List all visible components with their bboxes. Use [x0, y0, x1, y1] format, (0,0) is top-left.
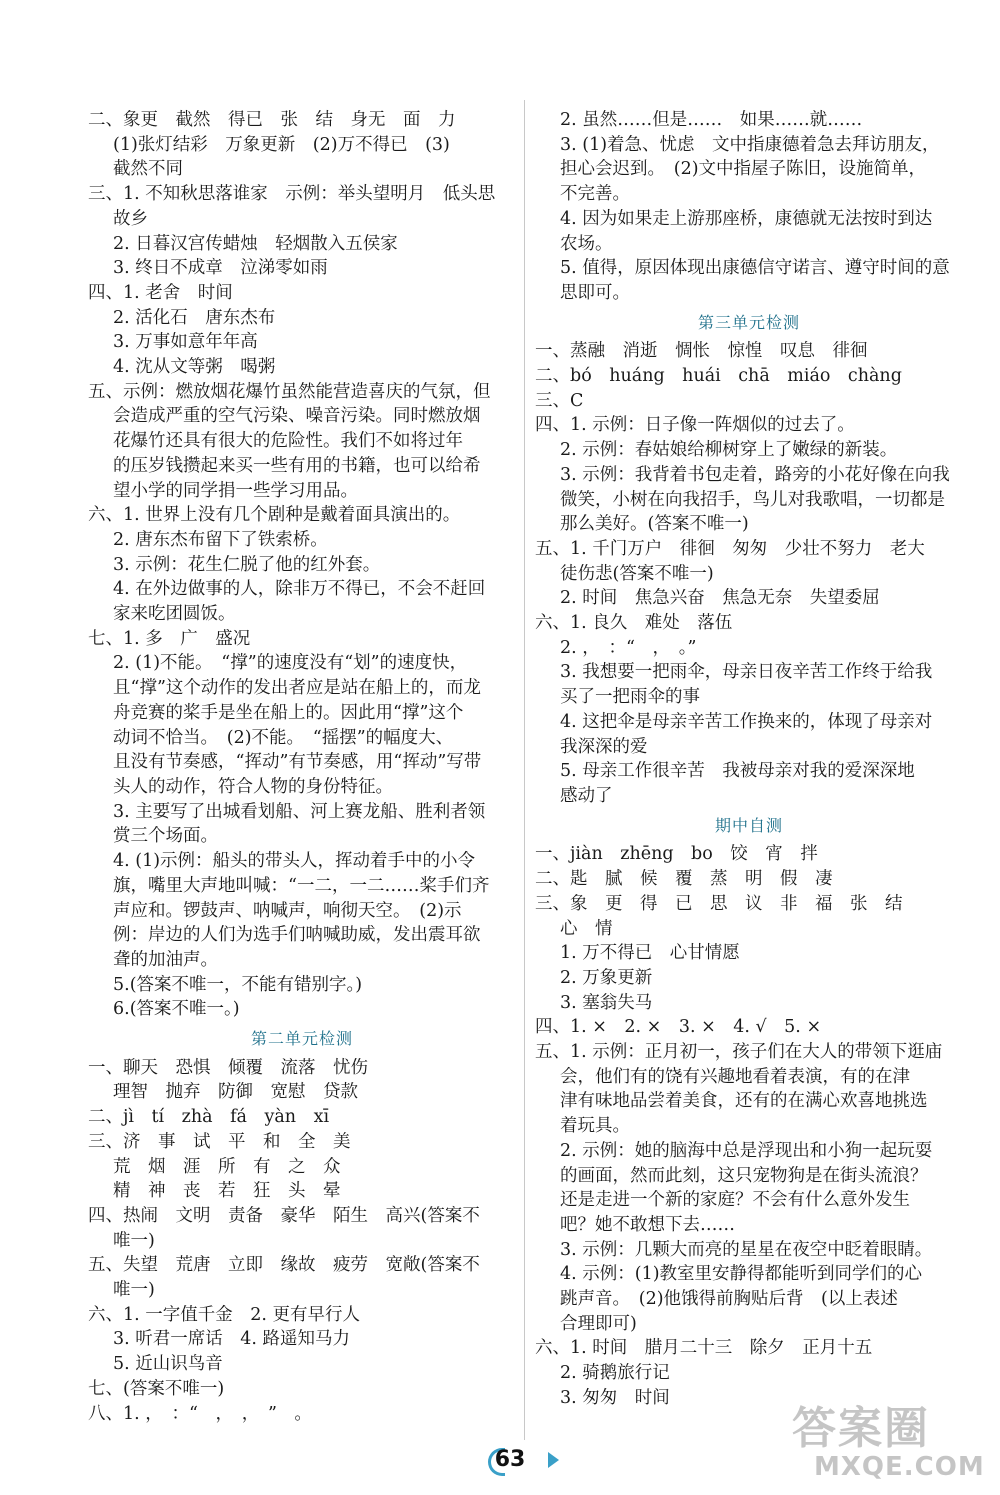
answer-line: 3. 主要写了出城看划船、河上赛龙船、胜利者领	[113, 801, 486, 822]
answer-line: 我深深的爱	[560, 736, 648, 757]
answer-line: 跳声音。 (2)他饿得前胸贴后背 (以上表述	[560, 1289, 898, 1310]
answer-line: 唯一)	[113, 1280, 155, 1301]
answer-line: 五、失望 荒唐 立即 缘故 疲劳 宽敞(答案不	[88, 1255, 480, 1276]
answer-line: 二、象更 截然 得已 张 结 身无 面 力	[88, 110, 456, 130]
answer-line: 5.(答案不唯一，不能有错别字。)	[113, 974, 363, 995]
answer-line: 3. 示例：花生仁脱了他的红外套。	[113, 554, 381, 575]
answer-line: 4. (1)示例：船头的带头人，挥动着手中的小令	[113, 851, 476, 872]
answer-line: 例：岸边的人们为选手们呐喊助威，发出震耳欲	[113, 925, 481, 946]
answer-line: 舟竞赛的桨手是坐在船上的。因此用“撑”这个	[113, 702, 464, 723]
answer-line: 六、1. 世界上没有几个剧种是戴着面具演出的。	[88, 505, 461, 526]
answer-line: 旗，嘴里大声地叫喊：“一二，一二……桨手们齐	[113, 875, 490, 896]
answer-line: 精 神 丧 若 狂 头 晕	[113, 1181, 341, 1202]
answer-line: 3. 示例：我背着书包走着，路旁的小花好像在向我	[560, 464, 950, 485]
answer-line: 三、象 更 得 已 思 议 非 福 张 结	[535, 893, 903, 914]
answer-line: 会，他们有的饶有兴趣地看着表演，有的在津	[560, 1066, 910, 1087]
answer-line: 感动了	[560, 785, 613, 806]
answer-line: 5. 母亲工作很辛苦 我被母亲对我的爱深深地	[560, 761, 915, 782]
answer-line: 农场。	[560, 233, 613, 254]
answer-line: 四、1. × 2. × 3. × 4. √ 5. ×	[535, 1017, 822, 1038]
answer-line: 担心会迟到。 (2)文中指屋子陈旧，设施简单，	[560, 159, 927, 180]
page-number: 63	[494, 1447, 526, 1472]
answer-line: (1)张灯结彩 万象更新 (2)万不得已 (3)	[113, 134, 450, 155]
answer-line: 四、1. 示例：日子像一阵烟似的过去了。	[535, 415, 855, 436]
answer-line: 八、1. ， ：“ ， ， ” 。	[88, 1403, 312, 1424]
answer-line: 3. 听君一席话 4. 路遥知马力	[113, 1329, 351, 1350]
answer-line: 赏三个场面。	[113, 826, 218, 847]
answer-line: 2. 示例：她的脑海中总是浮现出和小狗一起玩耍	[560, 1140, 933, 1161]
answer-line: 3. 万事如意年年高	[113, 332, 258, 353]
right-column	[535, 108, 963, 1411]
watermark-text-top: 答案圈	[792, 1403, 930, 1454]
answer-line: 2. 日暮汉宫传蜡烛 轻烟散入五侯家	[113, 233, 398, 254]
section-heading: 第二单元检测	[250, 1029, 353, 1049]
answer-line: 2. 唐东杰布留下了铁索桥。	[113, 529, 328, 550]
left-column	[88, 108, 516, 1426]
answer-line: 动词不恰当。 (2)不能。 “摇摆”的幅度大、	[113, 727, 454, 748]
answer-line: 唯一)	[113, 1230, 155, 1251]
answer-line: 3. 塞翁失马	[560, 992, 653, 1013]
answer-line: 荒 烟 涯 所 有 之 众	[113, 1156, 341, 1177]
answer-line: 买了一把雨伞的事	[560, 687, 700, 708]
answer-line: 2. 时间 焦急兴奋 焦急无奈 失望委屈	[560, 588, 880, 609]
answer-line: 六、1. 良久 难处 落伍	[535, 613, 733, 634]
answer-line: 望小学的同学捐一些学习用品。	[113, 480, 358, 501]
answer-line: 4. 因为如果走上游那座桥，康德就无法按时到达	[560, 208, 933, 229]
watermark-text-bottom: MXQE.COM	[814, 1452, 985, 1482]
answer-line: 七、(答案不唯一)	[88, 1378, 225, 1399]
answer-line: 着玩具。	[560, 1116, 630, 1137]
answer-line: 二、bó huáng huái chā miáo chàng	[535, 366, 902, 387]
answer-line: 2. 万象更新	[560, 967, 653, 988]
watermark-logo	[792, 1403, 985, 1487]
answer-line: 徒伤悲(答案不唯一)	[560, 563, 714, 584]
answer-line: 七、1. 多 广 盛况	[88, 628, 251, 649]
answer-line: 头人的动作，符合人物的身份特征。	[113, 776, 393, 797]
answer-line: 6.(答案不唯一。)	[113, 999, 240, 1020]
answer-line: 4. 示例：(1)教室里安静得都能听到同学们的心	[560, 1264, 923, 1285]
answer-line: 3. 示例：几颗大而亮的星星在夜空中眨着眼睛。	[560, 1239, 933, 1260]
answer-line: 2. 活化石 唐东杰布	[113, 307, 276, 328]
answer-line: 三、济 事 试 平 和 全 美	[88, 1131, 351, 1152]
answer-line: 2. ， ：“ ， 。”	[560, 637, 697, 658]
answer-line: 2. 示例：春姑娘给柳树穿上了嫩绿的新装。	[560, 440, 898, 461]
answer-line: 家来吃团圆饭。	[113, 604, 236, 625]
answer-line: 五、1. 示例：正月初一，孩子们在大人的带领下逛庙	[535, 1042, 943, 1063]
answer-line: 四、1. 老舍 时间	[88, 282, 233, 303]
answer-line: 1. 万不得已 心甘情愿	[560, 943, 740, 964]
answer-line: 且“撑”这个动作的发出者应是站在船上的，而龙	[113, 678, 481, 699]
answer-line: 的压岁钱攒起来买一些有用的书籍，也可以给希	[113, 455, 481, 476]
answer-line: 三、C	[535, 390, 584, 411]
answer-line: 六、1. 时间 腊月二十三 除夕 正月十五	[535, 1338, 873, 1359]
answer-line: 四、热闹 文明 责备 豪华 陌生 高兴(答案不	[88, 1205, 480, 1226]
answer-line: 一、jiàn zhēng bo 饺 宵 拌	[535, 844, 818, 865]
answer-line: 5. 值得，原因体现出康德信守诺言、遵守时间的意	[560, 258, 950, 279]
answer-line: 花爆竹还具有很大的危险性。我们不如将过年	[113, 431, 463, 452]
answer-line: 津有味地品尝着美食，还有的在满心欢喜地挑选	[560, 1091, 928, 1112]
answer-line: 截然不同	[113, 159, 183, 180]
answer-line: 4. 沈从文等粥 喝粥	[113, 357, 276, 378]
answer-line: 理智 抛弃 防御 宽慰 贷款	[113, 1082, 358, 1103]
answer-line: 那么美好。(答案不唯一)	[560, 514, 749, 535]
answer-line: 微笑，小树在向我招手，鸟儿对我歌唱，一切都是	[560, 489, 945, 510]
answer-line: 3. (1)着急、忧虑 文中指康德着急去拜访朋友，	[560, 134, 940, 155]
page-number-arrow-icon	[548, 1452, 559, 1468]
answer-line: 4. 在外边做事的人，除非万不得已，不会不赶回	[113, 579, 486, 600]
answer-line: 2. 骑鹅旅行记	[560, 1363, 670, 1384]
answer-line: 二、匙 腻 候 覆 蒸 明 假 凄	[535, 869, 833, 890]
answer-line: 还是走进一个新的家庭？不会有什么意外发生	[560, 1190, 910, 1211]
answer-line: 且没有节奏感，“挥动”有节奏感，用“挥动”写带	[113, 752, 482, 773]
answer-line: 4. 这把伞是母亲辛苦工作换来的，体现了母亲对	[560, 711, 933, 732]
answer-line: 声应和。锣鼓声、呐喊声，响彻天空。 (2)示	[113, 900, 462, 921]
answer-line: 六、1. 一字值千金 2. 更有早行人	[88, 1304, 361, 1325]
section-heading: 期中自测	[714, 815, 783, 835]
answer-line: 五、1. 千门万户 徘徊 匆匆 少壮不努力 老大	[535, 538, 925, 559]
answer-line: 二、jì tí zhà fá yàn xī	[88, 1107, 330, 1128]
answer-line: 5. 近山识鸟音	[113, 1354, 223, 1375]
answer-line: 不完善。	[560, 184, 630, 205]
answer-line: 会造成严重的空气污染、噪音污染。同时燃放烟	[113, 406, 481, 427]
answer-line: 2. (1)不能。 “撑”的速度没有“划”的速度快，	[113, 653, 468, 674]
answer-line: 思即可。	[560, 282, 630, 303]
column-divider	[524, 100, 525, 1440]
answer-line: 3. 我想要一把雨伞，母亲日夜辛苦工作终于给我	[560, 662, 933, 683]
answer-line: 3. 匆匆 时间	[560, 1387, 670, 1408]
section-heading: 第三单元检测	[697, 312, 800, 332]
answer-line: 的画面，然而此刻，这只宠物狗是在街头流浪？	[560, 1165, 928, 1186]
answer-line: 三、1. 不知秋思落谁家 示例：举头望明月 低头思	[88, 184, 496, 205]
answer-line: 2. 虽然……但是…… 如果……就……	[560, 110, 863, 130]
answer-line: 一、聊天 恐惧 倾覆 流落 忧伤	[88, 1057, 368, 1078]
answer-line: 故乡	[113, 208, 148, 229]
answer-line: 心 情	[560, 918, 613, 939]
answer-line: 合理即可)	[560, 1313, 637, 1334]
answer-line: 吧？她不敢想下去……	[560, 1214, 735, 1235]
answer-line: 一、蒸融 消逝 惆怅 惊惶 叹息 徘徊	[535, 341, 868, 362]
answer-line: 聋的加油声。	[113, 949, 218, 970]
answer-line: 五、示例：燃放烟花爆竹虽然能营造喜庆的气氛，但	[88, 381, 491, 402]
answer-line: 3. 终日不成章 泣涕零如雨	[113, 258, 328, 279]
